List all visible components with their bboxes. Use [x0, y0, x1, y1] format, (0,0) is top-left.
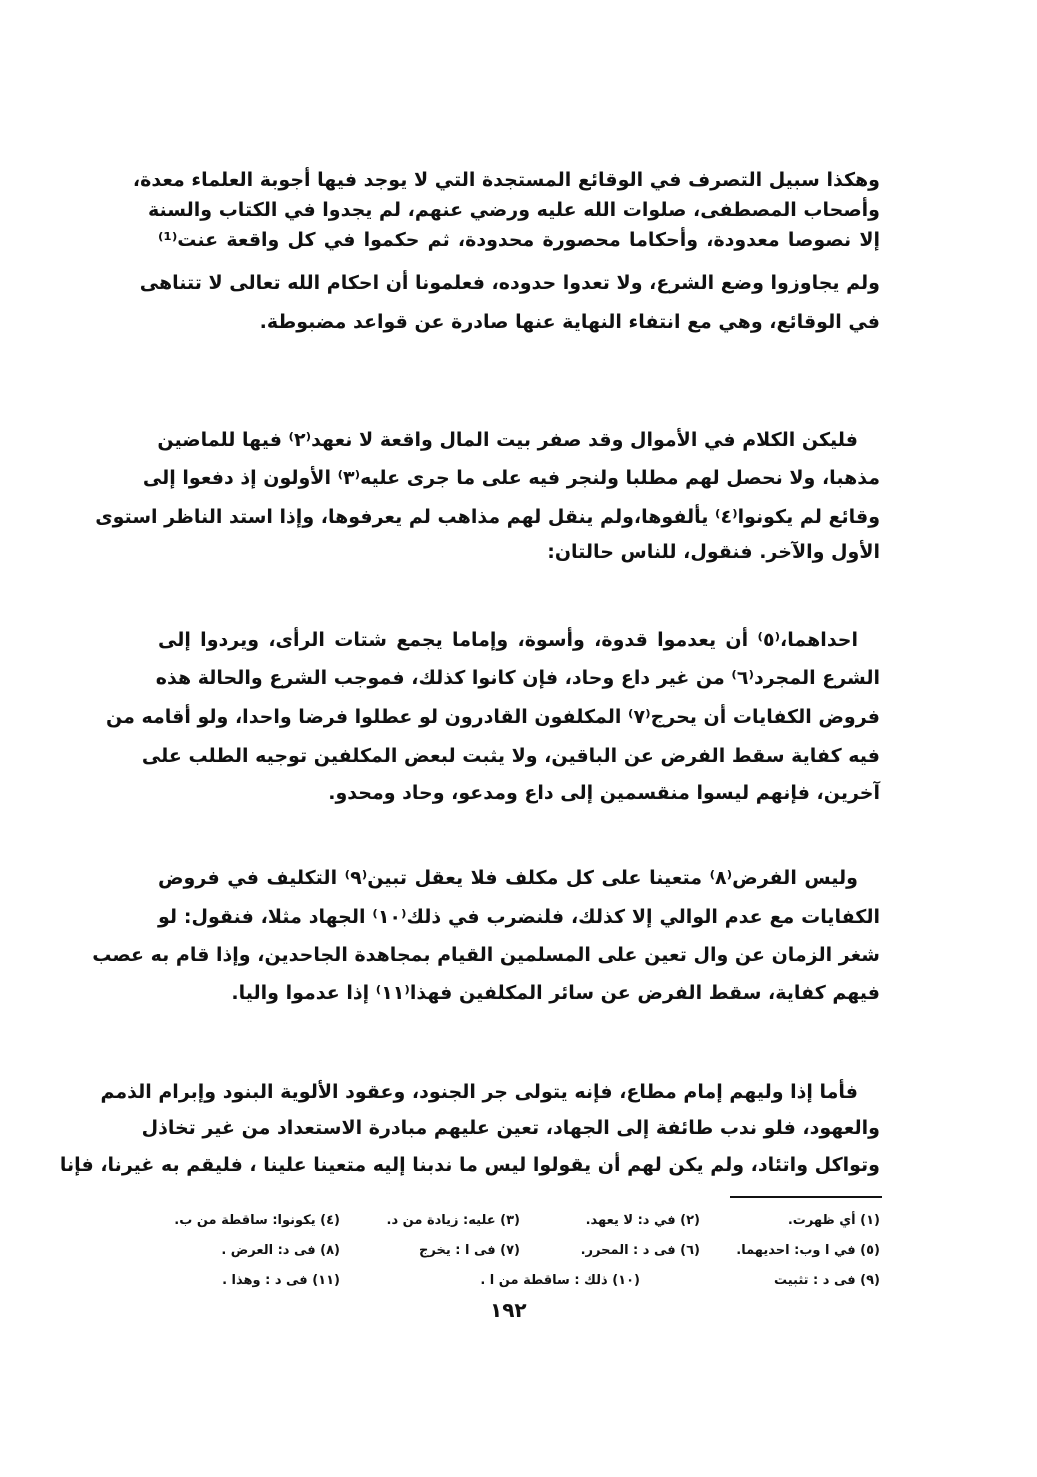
footnote: (١١) فى د : وهذا . [222, 1273, 340, 1288]
footnote: (٣) عليه: زيادة من د. [386, 1213, 520, 1228]
footnotes [158, 1206, 880, 1296]
text-line: في الوقائع، وهي مع انتفاء النهاية عنها صادرة عن قواعد مضبوطة. [259, 311, 880, 333]
text-line: احداهما،⁽٥⁾ أن يعدموا قدوة، وأسوة، وإماما يجمع شتات الرأى، ويردوا إلى [158, 629, 858, 651]
paragraph-2 [95, 425, 880, 567]
text-line: فيه كفاية سقط الفرض عن الباقين، ولا يثبت لبعض المكلفين توجيه الطلب على [141, 745, 880, 767]
text-line: آخرين، فإنهم ليسوا منقسمين إلى داع ومدعو، وحاد ومحدو. [328, 782, 880, 804]
paragraph-3 [106, 625, 880, 808]
footnote: (٥) في ا وب: احديهما. [736, 1243, 880, 1258]
text-line: مذهبا، ولا نحصل لهم مطلبا ولنجر فيه على ما جرى عليه⁽٣⁾ الأولون إذ دفعوا إلى [142, 467, 880, 489]
paragraph-1 [132, 165, 880, 337]
text-line: الشرع المجرد⁽٦⁾ من غير داع وحاد، فإن كانوا كذلك، فموجب الشرع والحالة هذه [155, 667, 880, 689]
text-line: والعهود، فلو ندب طائفة إلى الجهاد، تعين عليهم مبادرة الاستعداد من غير تخاذل [141, 1117, 880, 1139]
footnote: (١) أي ظهرت. [787, 1213, 880, 1228]
text-line: شغر الزمان عن وال تعين على المسلمين القيام بمجاهدة الجاحدين، وإذا قام به عصب [92, 944, 880, 966]
text-line: فأما إذا وليهم إمام مطاع، فإنه يتولى جر الجنود، وعقود الألوية البنود وإبرام الذمم [100, 1081, 858, 1103]
text-line: وأصحاب المصطفى، صلوات الله عليه ورضي عنهم، لم يجدوا في الكتاب والسنة [148, 199, 880, 221]
paragraph-4 [92, 863, 880, 1008]
text-line: وقائع لم يكونوا⁽٤⁾ يألفوها،ولم ينقل لهم مذاهب لم يعرفوها، وإذا استد الناظر استوى [95, 506, 880, 528]
footnote: (٢) في د: لا يعهد. [585, 1213, 700, 1228]
text-line: فروض الكفايات أن يحرج⁽٧⁾ المكلفون القادرون لو عطلوا فرضا واحدا، ولو أقامه من [106, 706, 880, 728]
footnote: (٤) يكونوا: ساقطة من ب. [174, 1213, 340, 1228]
footnote: (٧) فى ا : يخرج [419, 1243, 520, 1258]
footnote: (٨) فى د: العرض . [221, 1243, 340, 1258]
text-line: وتواكل واتئاد، ولم يكن لهم أن يقولوا ليس ما ندبنا إليه متعينا علينا ، فليقم به غيرنا، فإنا [59, 1154, 880, 1176]
text-line: وهكذا سبيل التصرف في الوقائع المستجدة التي لا يوجد فيها أجوبة العلماء معدة، [132, 169, 880, 191]
page-number: ١٩٢ [490, 1298, 527, 1322]
text-line: فيهم كفاية، سقط الفرض عن سائر المكلفين فهذا⁽١١⁾ إذا عدموا واليا. [231, 982, 880, 1004]
paragraph-5 [59, 1077, 880, 1180]
footnote: (٩) فى د : تثبيت [773, 1273, 880, 1288]
footnote: (١٠) ذلك : ساقطة من ا . [480, 1273, 640, 1288]
text-line: إلا نصوصا معدودة، وأحكاما محصورة محدودة، ثم حكموا في كل واقعة عنت⁽¹⁾ [158, 229, 880, 251]
text-line: ولم يجاوزوا وضع الشرع، ولا تعدوا حدوده، فعلمونا أن احكام الله تعالى لا تتناهى [139, 272, 880, 294]
text-line: وليس الفرض⁽٨⁾ متعينا على كل مكلف فلا يعقل تبين⁽٩⁾ التكليف في فروض [158, 867, 858, 889]
text-line: فليكن الكلام في الأموال وقد صفر بيت المال واقعة لا نعهد⁽٢⁾ فيها للماضين [157, 429, 858, 451]
text-line: الأول والآخر. فنقول، للناس حالتان: [547, 541, 880, 563]
text-line: الكفايات مع عدم الوالي إلا كذلك، فلنضرب في ذلك⁽١٠⁾ الجهاد مثلا، فنقول: لو [158, 906, 880, 928]
document-body [59, 165, 880, 1180]
footnote: (٦) فى د : المحرر. [580, 1243, 700, 1258]
footnote-separator [730, 1196, 882, 1198]
